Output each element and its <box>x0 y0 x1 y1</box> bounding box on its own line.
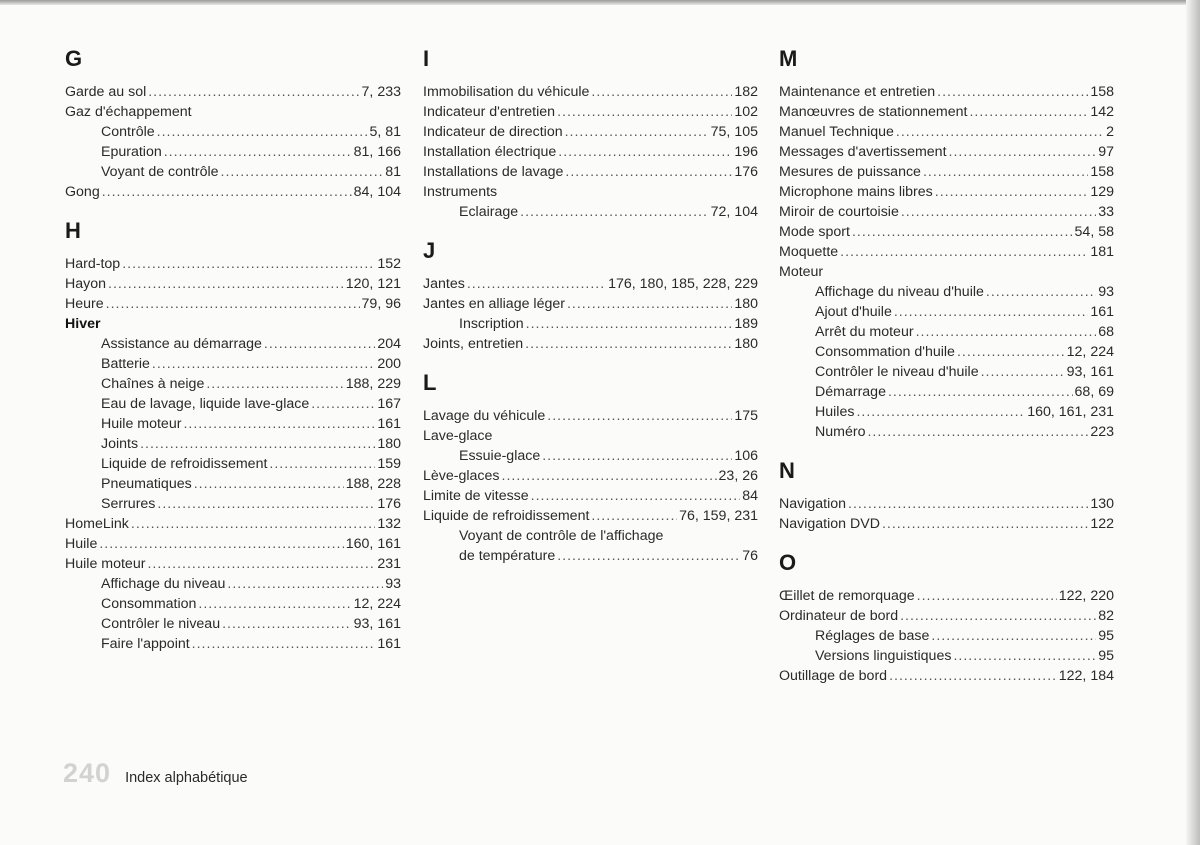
index-entry <box>779 646 1114 666</box>
entry-pages: 12, 224 <box>1066 344 1114 360</box>
entry-term: Gong <box>65 184 100 200</box>
index-entry <box>423 526 758 546</box>
dot-leader <box>931 626 1096 646</box>
index-entry <box>65 454 401 474</box>
dot-leader <box>558 142 732 162</box>
entry-term: Moteur <box>779 264 824 280</box>
dot-leader <box>957 342 1065 362</box>
entry-pages: 5, 81 <box>369 124 401 140</box>
section-letter: H <box>65 218 81 243</box>
dot-leader <box>531 486 741 506</box>
entry-term: Mode sport <box>779 224 850 240</box>
index-entry <box>423 314 758 334</box>
dot-leader <box>467 274 606 294</box>
index-entry <box>779 494 1114 514</box>
entry-term: Huile <box>65 536 98 552</box>
index-column-1 <box>65 44 401 668</box>
entry-term: Moquette <box>779 244 839 260</box>
index-entry <box>65 102 401 122</box>
entry-pages: 68 <box>1098 324 1114 340</box>
entry-pages: 72, 104 <box>710 204 758 220</box>
index-entry <box>779 322 1114 342</box>
entry-term: Limite de vitesse <box>423 488 529 504</box>
entry-pages: 132 <box>377 516 401 532</box>
entry-term: Liquide de refroidissement <box>101 456 268 472</box>
entry-term: Versions linguistiques <box>815 648 952 664</box>
index-entry <box>65 574 401 594</box>
dot-leader <box>923 162 1088 182</box>
index-column-2 <box>423 44 758 580</box>
entry-pages: 122, 220 <box>1058 588 1114 604</box>
entry-term: Hiver <box>65 316 101 332</box>
entry-term: Huile moteur <box>101 416 182 432</box>
index-entry <box>423 546 758 566</box>
index-entry <box>65 534 401 554</box>
entry-term: Contrôler le niveau <box>101 616 221 632</box>
index-entry <box>65 182 401 202</box>
entry-pages: 76, 159, 231 <box>679 508 758 524</box>
entry-pages: 102 <box>734 104 758 120</box>
entry-term: Hayon <box>65 276 107 292</box>
index-entry <box>779 282 1114 302</box>
dot-leader <box>916 322 1097 342</box>
dot-leader <box>183 414 375 434</box>
entry-pages: 223 <box>1090 424 1114 440</box>
index-entry <box>65 314 401 334</box>
entry-term: Instruments <box>423 184 498 200</box>
entry-pages: 95 <box>1098 628 1114 644</box>
dot-leader <box>981 362 1065 382</box>
entry-pages: 142 <box>1090 104 1114 120</box>
dot-leader <box>900 606 1096 626</box>
dot-leader <box>856 402 1025 422</box>
entry-term: Miroir de courtoisie <box>779 204 899 220</box>
index-entry <box>779 422 1114 442</box>
index-section <box>779 456 1114 534</box>
index-entry <box>779 302 1114 322</box>
dot-leader <box>848 494 1088 514</box>
index-entry <box>423 162 758 182</box>
dot-leader <box>164 142 352 162</box>
index-entry <box>65 554 401 574</box>
dot-leader <box>525 334 732 354</box>
dot-leader <box>198 594 351 614</box>
index-entry <box>65 142 401 162</box>
entry-term: HomeLink <box>65 516 129 532</box>
section-letter: M <box>779 46 798 71</box>
entry-pages: 129 <box>1090 184 1114 200</box>
dot-leader <box>502 466 717 486</box>
dot-leader <box>852 222 1073 242</box>
entry-pages: 176, 180, 185, 228, 229 <box>608 276 758 292</box>
entry-pages: 130 <box>1090 496 1114 512</box>
index-section <box>65 216 401 654</box>
entry-term: Eau de lavage, liquide lave-glace <box>101 396 310 412</box>
index-entry <box>423 426 758 446</box>
entry-term: Ajout d'huile <box>815 304 892 320</box>
dot-leader <box>157 122 368 142</box>
index-entry <box>423 466 758 486</box>
dot-leader <box>591 82 732 102</box>
dot-leader <box>102 182 352 202</box>
index-entry <box>779 102 1114 122</box>
dot-leader <box>131 514 375 534</box>
dot-leader <box>192 634 376 654</box>
entry-term: Arrêt du moteur <box>815 324 914 340</box>
entry-term: Manœuvres de stationnement <box>779 104 968 120</box>
index-section <box>423 368 758 566</box>
index-entry <box>423 446 758 466</box>
section-letter: N <box>779 458 795 483</box>
entry-term: Réglages de base <box>815 628 930 644</box>
index-entry <box>65 494 401 514</box>
index-entry <box>779 162 1114 182</box>
index-entry <box>65 414 401 434</box>
entry-term: Joints <box>101 436 139 452</box>
index-entry <box>423 142 758 162</box>
dot-leader <box>882 514 1088 534</box>
index-entry <box>779 666 1114 686</box>
entry-pages: 196 <box>734 144 758 160</box>
entry-term: Voyant de contrôle <box>101 164 219 180</box>
index-entry <box>423 334 758 354</box>
entry-term: Lavage du véhicule <box>423 408 546 424</box>
index-entry <box>779 626 1114 646</box>
entry-term: Lève-glaces <box>423 468 500 484</box>
entry-pages: 81, 166 <box>353 144 401 160</box>
entry-pages: 93, 161 <box>1066 364 1114 380</box>
entry-pages: 75, 105 <box>710 124 758 140</box>
page-binding-shadow <box>1186 0 1200 845</box>
entry-pages: 167 <box>377 396 401 412</box>
dot-leader <box>565 162 732 182</box>
entry-term: Heure <box>65 296 104 312</box>
entry-pages: 204 <box>377 336 401 352</box>
entry-pages: 122, 184 <box>1058 668 1114 684</box>
entry-term: Jantes en alliage léger <box>423 296 565 312</box>
index-entry <box>65 594 401 614</box>
index-entry <box>65 634 401 654</box>
entry-pages: 180 <box>734 296 758 312</box>
dot-leader <box>557 546 740 566</box>
dot-leader <box>557 102 732 122</box>
index-entry <box>779 342 1114 362</box>
dot-leader <box>949 142 1097 162</box>
dot-leader <box>227 574 383 594</box>
index-entry <box>65 274 401 294</box>
dot-leader <box>896 122 1104 142</box>
dot-leader <box>547 406 732 426</box>
entry-pages: 176 <box>734 164 758 180</box>
page-number: 240 <box>63 758 112 788</box>
index-entry <box>779 202 1114 222</box>
entry-pages: 200 <box>377 356 401 372</box>
entry-pages: 161 <box>377 416 401 432</box>
index-entry <box>65 394 401 414</box>
entry-pages: 120, 121 <box>345 276 401 292</box>
entry-term: Essuie-glace <box>459 448 541 464</box>
index-section <box>423 236 758 354</box>
dot-leader <box>917 586 1057 606</box>
entry-pages: 176 <box>377 496 401 512</box>
index-entry <box>423 294 758 314</box>
entry-pages: 181 <box>1090 244 1114 260</box>
index-entry <box>779 514 1114 534</box>
index-entry <box>65 294 401 314</box>
dot-leader <box>542 446 732 466</box>
entry-term: Faire l'appoint <box>101 636 190 652</box>
entry-term: Jantes <box>423 276 465 292</box>
index-entry <box>65 162 401 182</box>
index-entry <box>65 614 401 634</box>
entry-term: Contrôler le niveau d'huile <box>815 364 979 380</box>
dot-leader <box>140 434 375 454</box>
dot-leader <box>894 302 1088 322</box>
index-entry <box>779 606 1114 626</box>
dot-leader <box>567 294 732 314</box>
entry-pages: 122 <box>1090 516 1114 532</box>
index-entry <box>423 82 758 102</box>
entry-term: Huiles <box>815 404 855 420</box>
entry-term: Affichage du niveau d'huile <box>815 284 984 300</box>
entry-pages: 180 <box>734 336 758 352</box>
entry-pages: 161 <box>377 636 401 652</box>
entry-pages: 2 <box>1106 124 1114 140</box>
entry-term: Pneumatiques <box>101 476 192 492</box>
entry-term: de température <box>459 548 556 564</box>
entry-term: Assistance au démarrage <box>101 336 262 352</box>
entry-term: Installation électrique <box>423 144 557 160</box>
entry-pages: 23, 26 <box>718 468 758 484</box>
dot-leader <box>953 646 1096 666</box>
entry-pages: 159 <box>377 456 401 472</box>
dot-leader <box>867 422 1088 442</box>
entry-term: Hard-top <box>65 256 121 272</box>
entry-pages: 84, 104 <box>353 184 401 200</box>
index-entry <box>65 354 401 374</box>
entry-term: Batterie <box>101 356 150 372</box>
index-entry <box>65 122 401 142</box>
section-letter: G <box>65 46 83 71</box>
entry-pages: 182 <box>734 84 758 100</box>
index-entry <box>779 182 1114 202</box>
entry-term: Navigation DVD <box>779 516 880 532</box>
index-entry <box>423 102 758 122</box>
entry-pages: 93 <box>1098 284 1114 300</box>
dot-leader <box>937 82 1088 102</box>
section-letter: I <box>423 46 430 71</box>
index-entry <box>779 382 1114 402</box>
dot-leader <box>152 354 375 374</box>
dot-leader <box>889 666 1057 686</box>
entry-pages: 175 <box>734 408 758 424</box>
dot-leader <box>901 202 1096 222</box>
entry-pages: 158 <box>1090 84 1114 100</box>
entry-pages: 84 <box>742 488 758 504</box>
index-entry <box>779 222 1114 242</box>
index-column-3 <box>779 44 1114 700</box>
entry-pages: 33 <box>1098 204 1114 220</box>
entry-pages: 81 <box>385 164 401 180</box>
entry-pages: 161 <box>1090 304 1114 320</box>
entry-pages: 93, 161 <box>353 616 401 632</box>
entry-pages: 152 <box>377 256 401 272</box>
index-entry <box>423 122 758 142</box>
entry-pages: 160, 161, 231 <box>1027 404 1114 420</box>
entry-pages: 54, 58 <box>1074 224 1114 240</box>
entry-term: Œillet de remorquage <box>779 588 915 604</box>
entry-term: Maintenance et entretien <box>779 84 936 100</box>
entry-term: Mesures de puissance <box>779 164 921 180</box>
index-entry <box>779 122 1114 142</box>
entry-term: Contrôle <box>101 124 155 140</box>
entry-term: Joints, entretien <box>423 336 524 352</box>
entry-term: Epuration <box>101 144 162 160</box>
entry-term: Indicateur de direction <box>423 124 563 140</box>
section-letter: O <box>779 550 797 575</box>
entry-term: Liquide de refroidissement <box>423 508 590 524</box>
dot-leader <box>520 202 709 222</box>
index-entry <box>65 82 401 102</box>
entry-term: Voyant de contrôle de l'affichage <box>459 528 664 544</box>
index-entry <box>779 262 1114 282</box>
index-entry <box>779 142 1114 162</box>
index-entry <box>779 402 1114 422</box>
index-entry <box>65 474 401 494</box>
index-section <box>779 548 1114 686</box>
entry-term: Gaz d'échappement <box>65 104 192 120</box>
dot-leader <box>221 162 384 182</box>
entry-term: Outillage de bord <box>779 668 888 684</box>
entry-term: Indicateur d'entretien <box>423 104 556 120</box>
index-entry <box>423 486 758 506</box>
dot-leader <box>206 374 343 394</box>
index-entry <box>423 182 758 202</box>
entry-term: Messages d'avertissement <box>779 144 947 160</box>
dot-leader <box>148 82 359 102</box>
entry-pages: 68, 69 <box>1074 384 1114 400</box>
index-entry <box>423 202 758 222</box>
index-entry <box>65 374 401 394</box>
dot-leader <box>222 614 352 634</box>
entry-term: Ordinateur de bord <box>779 608 899 624</box>
dot-leader <box>269 454 375 474</box>
dot-leader <box>264 334 375 354</box>
entry-pages: 79, 96 <box>361 296 401 312</box>
index-entry <box>779 362 1114 382</box>
entry-term: Huile moteur <box>65 556 146 572</box>
dot-leader <box>969 102 1088 122</box>
entry-term: Garde au sol <box>65 84 147 100</box>
entry-pages: 97 <box>1098 144 1114 160</box>
entry-term: Installations de lavage <box>423 164 564 180</box>
entry-pages: 12, 224 <box>353 596 401 612</box>
dot-leader <box>591 506 677 526</box>
index-entry <box>65 514 401 534</box>
section-letter: J <box>423 238 436 263</box>
entry-term: Inscription <box>459 316 524 332</box>
entry-pages: 180 <box>377 436 401 452</box>
index-entry <box>779 586 1114 606</box>
dot-leader <box>935 182 1089 202</box>
entry-pages: 160, 161 <box>345 536 401 552</box>
index-entry <box>423 406 758 426</box>
entry-pages: 93 <box>385 576 401 592</box>
index-entry <box>65 434 401 454</box>
dot-leader <box>108 274 344 294</box>
dot-leader <box>526 314 733 334</box>
dot-leader <box>888 382 1073 402</box>
entry-pages: 82 <box>1098 608 1114 624</box>
page-title: Index alphabétique <box>125 770 248 786</box>
dot-leader <box>147 554 375 574</box>
entry-pages: 76 <box>742 548 758 564</box>
entry-pages: 188, 229 <box>345 376 401 392</box>
entry-term: Démarrage <box>815 384 886 400</box>
entry-pages: 231 <box>377 556 401 572</box>
entry-term: Consommation d'huile <box>815 344 955 360</box>
index-section <box>65 44 401 202</box>
index-entry <box>65 334 401 354</box>
entry-term: Serrures <box>101 496 156 512</box>
entry-pages: 158 <box>1090 164 1114 180</box>
section-letter: L <box>423 370 437 395</box>
dot-leader <box>106 294 360 314</box>
dot-leader <box>311 394 375 414</box>
entry-term: Numéro <box>815 424 866 440</box>
index-entry <box>779 82 1114 102</box>
entry-term: Lave-glace <box>423 428 493 444</box>
dot-leader <box>157 494 375 514</box>
entry-term: Manuel Technique <box>779 124 894 140</box>
entry-pages: 95 <box>1098 648 1114 664</box>
entry-pages: 7, 233 <box>361 84 401 100</box>
page-top-edge <box>0 0 1200 5</box>
page-footer <box>63 758 248 789</box>
index-entry <box>423 274 758 294</box>
dot-leader <box>565 122 709 142</box>
dot-leader <box>99 534 343 554</box>
index-entry <box>65 254 401 274</box>
entry-term: Navigation <box>779 496 847 512</box>
dot-leader <box>986 282 1096 302</box>
entry-term: Immobilisation du véhicule <box>423 84 590 100</box>
index-entry <box>423 506 758 526</box>
entry-pages: 106 <box>734 448 758 464</box>
entry-term: Microphone mains libres <box>779 184 933 200</box>
index-entry <box>779 242 1114 262</box>
entry-term: Affichage du niveau <box>101 576 226 592</box>
entry-term: Chaînes à neige <box>101 376 205 392</box>
entry-pages: 189 <box>734 316 758 332</box>
dot-leader <box>194 474 344 494</box>
entry-pages: 188, 228 <box>345 476 401 492</box>
index-section <box>779 44 1114 442</box>
index-section <box>423 44 758 222</box>
entry-term: Consommation <box>101 596 197 612</box>
entry-term: Eclairage <box>459 204 519 220</box>
dot-leader <box>122 254 375 274</box>
dot-leader <box>840 242 1088 262</box>
